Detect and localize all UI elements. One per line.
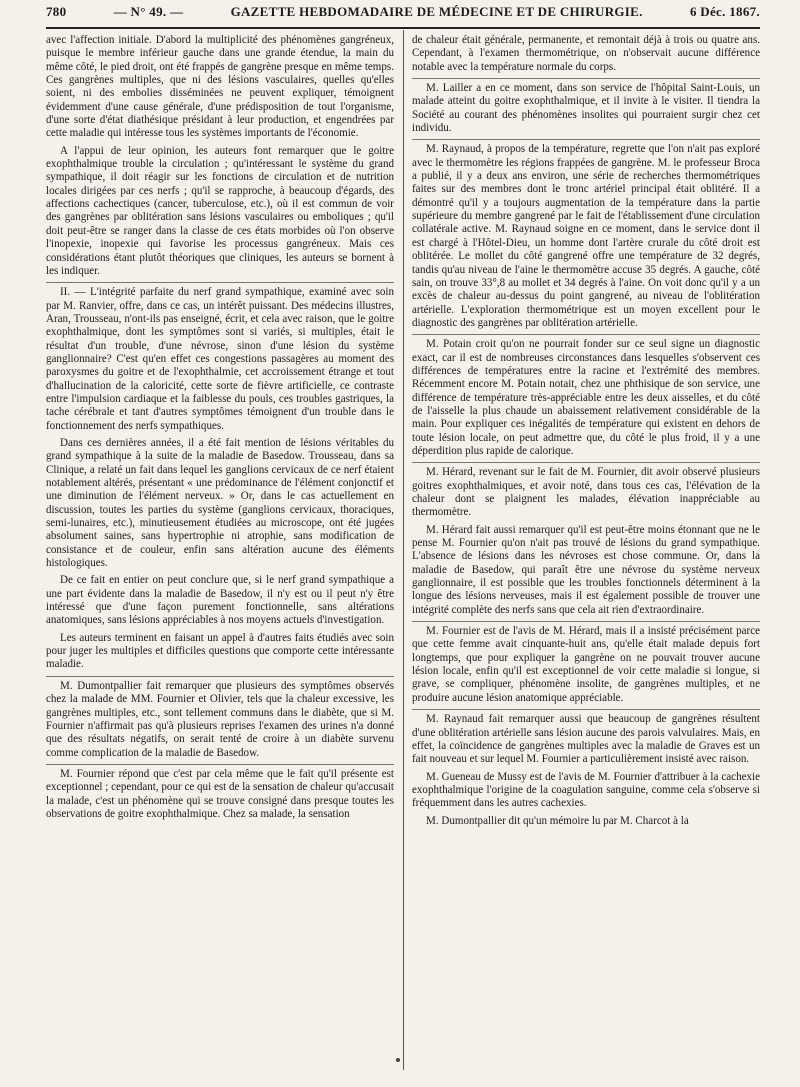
page-number: 780 bbox=[46, 4, 67, 19]
issue-number: — N° 49. — bbox=[113, 4, 184, 19]
left-column bbox=[46, 34, 394, 1074]
paragraph: De ce fait en entier on peut conclure que, si le nerf grand sympathique a une part évidente dans la maladie de Basedow, il n'y est ou il peut n'y être intéressé que d'une façon purement fonctionnelle, sans altérations anatomiques, sans lésions appréciables à nos moyens actuels d'investigation. bbox=[46, 574, 394, 627]
header-rule bbox=[46, 27, 760, 29]
column-divider bbox=[403, 30, 404, 1070]
paragraph: M. Fournier répond que c'est par cela même que le fait qu'il présente est exceptionnel ; cependant, pour ce qui est de la sensation de chaleur qu'accusait la malade, c'est un phénomène qui se trouve consigné dans presque toutes les observations de goitre exophthalmique. Chez sa malade, la sensation bbox=[46, 764, 394, 821]
paragraph: M. Hérard fait aussi remarquer qu'il est peut-être moins étonnant que ne le pense M. Fournier qu'on n'ait pas trouvé de lésions du grand sympathique. L'absence de lésions dans les névroses est chose commune. Or, dans la maladie de Basedow, qui paraît être une névrose du système nerveux ganglionnaire, il est possible que les troubles fonctionnels déterminent à la longue des lésions nerveuses, mais il est également possible de trouver une intégrité complète des nerfs sans que cela ait rien d'extraordinaire. bbox=[412, 523, 760, 616]
journal-title: GAZETTE HEBDOMADAIRE DE MÉDECINE ET DE CHIRURGIE. bbox=[230, 4, 643, 19]
paragraph: M. Dumontpallier fait remarquer que plusieurs des symptômes observés chez la malade de MM. Fournier et Olivier, tels que la chaleur excessive, les gangrènes multiples, etc., sont tellement communs dans le diabète, que si M. Fournier n'affirmait pas qu'à plusieurs reprises l'examen des urines n'a donné que des résultats négatifs, on serait tenté de croire à un diabète survenu comme complication de la maladie de Basedow. bbox=[46, 676, 394, 760]
paragraph: M. Dumontpallier dit qu'un mémoire lu par M. Charcot à la bbox=[426, 814, 689, 827]
page-dot bbox=[396, 1058, 400, 1062]
paragraph: M. Fournier est de l'avis de M. Hérard, mais il a insisté précisément parce que cette femme avait cinquante-huit ans, qu'elle était malade depuis fort longtemps, que pour expliquer la gangrène on ne pouvait trouver aucune lésion locale, enfin qu'il est exceptionnel de voir cette maladie si longue, si grave, se compliquer, phénomène insolite, de gangrènes multiples, et ne produire aucune lésion anatomique appréciable. bbox=[412, 621, 760, 705]
paragraph: II. — L'intégrité parfaite du nerf grand sympathique, examiné avec soin par M. Ranvier, offre, dans ce cas, un intérêt puissant. Des médecins illustres, Aran, Trousseau, n'ont-ils pas enseigné, écrit, et cela avec raison, que le goitre exophthalmique, dont les symptômes sont si variés, si multiples, était le résultat d'un trouble, d'une névrose, sinon d'une lésion du système ganglionnaire? C'est qu'en effet ces congestions passagères au moment des paroxysmes du goitre et de l'exophthalmie, cet accroissement étrange et tout d'hallucination de la caloricité, cette sorte de fièvre artificielle, ce contraste entre l'impulsion cardiaque et la faiblesse du pouls, ces troubles gastriques, la tache cérébrale et tant d'autres symptômes témoignent d'un trouble dans le fonctionnement des nerfs sympathiques. bbox=[46, 282, 394, 433]
paragraph: Dans ces dernières années, il a été fait mention de lésions véritables du grand sympathique à la suite de la maladie de Basedow. Trousseau, dans sa Clinique, a relaté un fait dans lequel les ganglions cervicaux de ce nerf étaient notablement altérés, présentant « une prédominance de l'élément conjonctif et une diminution de l'élément nerveux. » Or, dans le cas actuellement en discussion, toutes les parties du système (ganglions cervicaux, thoraciques, semi-lunaires, etc.), minutieusement étudiées au microscope, ont été jugées absolument saines, sans hypertrophie ni atrophie, sans modification de consistance et de couleur, enfin sans altération aucune des éléments histologiques. bbox=[46, 436, 394, 570]
paragraph: M. Raynaud, à propos de la température, regrette que l'on n'ait pas exploré avec le thermomètre les régions frappées de gangrène. M. le professeur Broca a publié, il y a deux ans environ, une série de recherches thermométriques faites sur des membres dont le tronc artériel principal était oblitéré. Il a démontré qu'il y a toujours augmentation de la température dans la partie supérieure du membre gangrené par le fait de l'établissement d'une circulation collatérale active. M. Raynaud soigne en ce moment, dans le service dont il est chargé à l'Hôtel-Dieu, un homme dont l'artère crurale du côté droit est oblitérée. Le mollet du côté gangrené offre une température de 32 degrés, tandis qu'au niveau de l'aine le thermomètre accuse 35 degrés. A gauche, côté sain, on trouve 33°,8 au mollet et 34 degrés à l'aine. On voit donc qu'il y a un excès de chaleur au-dessus du point gangrené, au niveau de l'oblitération artérielle. L'exploration thermométrique est un moyen excellent pour le diagnostic des gangrènes par oblitération artérielle. bbox=[412, 139, 760, 330]
right-column bbox=[412, 34, 760, 1074]
paragraph: M. Gueneau de Mussy est de l'avis de M. Fournier d'attribuer à la cachexie exophthalmique l'origine de la coagulation sanguine, comme cela s'observe si fréquemment dans les autres cachexies. bbox=[412, 770, 760, 810]
paragraph: M. Hérard, revenant sur le fait de M. Fournier, dit avoir observé plusieurs goitres exophthalmiques, et avoir noté, dans tous ces cas, l'élévation de la chaleur dont se plaignent les malades, élévation inappréciable au thermomètre. bbox=[412, 462, 760, 519]
paragraph: Les auteurs terminent en faisant un appel à d'autres faits étudiés avec soin pour juger les multiples et difficiles questions que comporte cette intéressante maladie. bbox=[46, 631, 394, 671]
page-header bbox=[46, 4, 760, 26]
paragraph: A l'appui de leur opinion, les auteurs font remarquer que le goitre exophthalmique trouble la circulation ; qu'intéressant le système du grand sympathique, il doit réagir sur les fonctions de circulation et de nutrition locales dirigées par ces nerfs ; qu'il se rapproche, à beaucoup d'égards, des affections cachectiques (cancer, tuberculose, etc.), où il est commun de voir des gangrènes par oblitération sans lésions vasculaires ou emboliques ; qu'il doit peut-être se ranger dans la classe de ces états morbides où l'on observe l'inopexie, inopexie qui favorise les processus gangréneux. Mais ces considérations étant plutôt théoriques que cliniques, les auteurs se bornent à les indiquer. bbox=[46, 144, 394, 277]
paragraph: M. Lailler a en ce moment, dans son service de l'hôpital Saint-Louis, un malade atteint du goitre exophthalmique, et il invite à le visiter. Il tiendra la Société au courant des phénomènes insolites qui pourraient surgir chez cet individu. bbox=[412, 78, 760, 135]
issue-date: 6 Déc. 1867. bbox=[689, 4, 760, 19]
paragraph: de chaleur était générale, permanente, et remontait déjà à trois ou quatre ans. Cependant, à l'examen thermométrique, on n'observait aucune différence notable avec la température normale du corps. bbox=[412, 34, 760, 73]
paragraph: M. Raynaud fait remarquer aussi que beaucoup de gangrènes résultent d'une oblitération artérielle sans lésion aucune des parois valvulaires. Mais, en effet, la coïncidence de gangrènes multiples avec la maladie de Graves est un fait nouveau et sur lequel M. Fournier a particulièrement insisté avec raison. bbox=[412, 709, 760, 766]
paragraph: M. Potain croit qu'on ne pourrait fonder sur ce seul signe un diagnostic exact, car il est de nombreuses circonstances dans lesquelles s'observent ces différences de températures entre la racine et l'extrémité des membres. Récemment encore M. Potain notait, chez une phthisique de son service, une différence de température très-appréciable entre les deux aisselles, et du côté de l'aisselle la plus chaude un abaissement relativement considérable de la main. Pour expliquer ces inégalités de température qui existent en dehors de toute lésion locale, on peut admettre que, du côté le plus froid, il y a une déperdition plus rapide de calorique. bbox=[412, 334, 760, 458]
paragraph: avec l'affection initiale. D'abord la multiplicité des phénomènes gangréneux, puisque le membre inférieur gauche dans une grande étendue, la main du même côté, le pied droit, ont été frappés de gangrène presque en même temps. Ces gangrènes multiples, que ni des lésions vasculaires, quelles qu'elles soient, ni des embolies disséminées ne peuvent expliquer, témoignent évidemment d'une cause générale, d'une prédisposition de tout l'organisme, d'une sorte d'état diathésique présidant à leur production, et engendrées par cette maladie qui intéresse tous les systèmes importants de l'économie. bbox=[46, 34, 394, 140]
